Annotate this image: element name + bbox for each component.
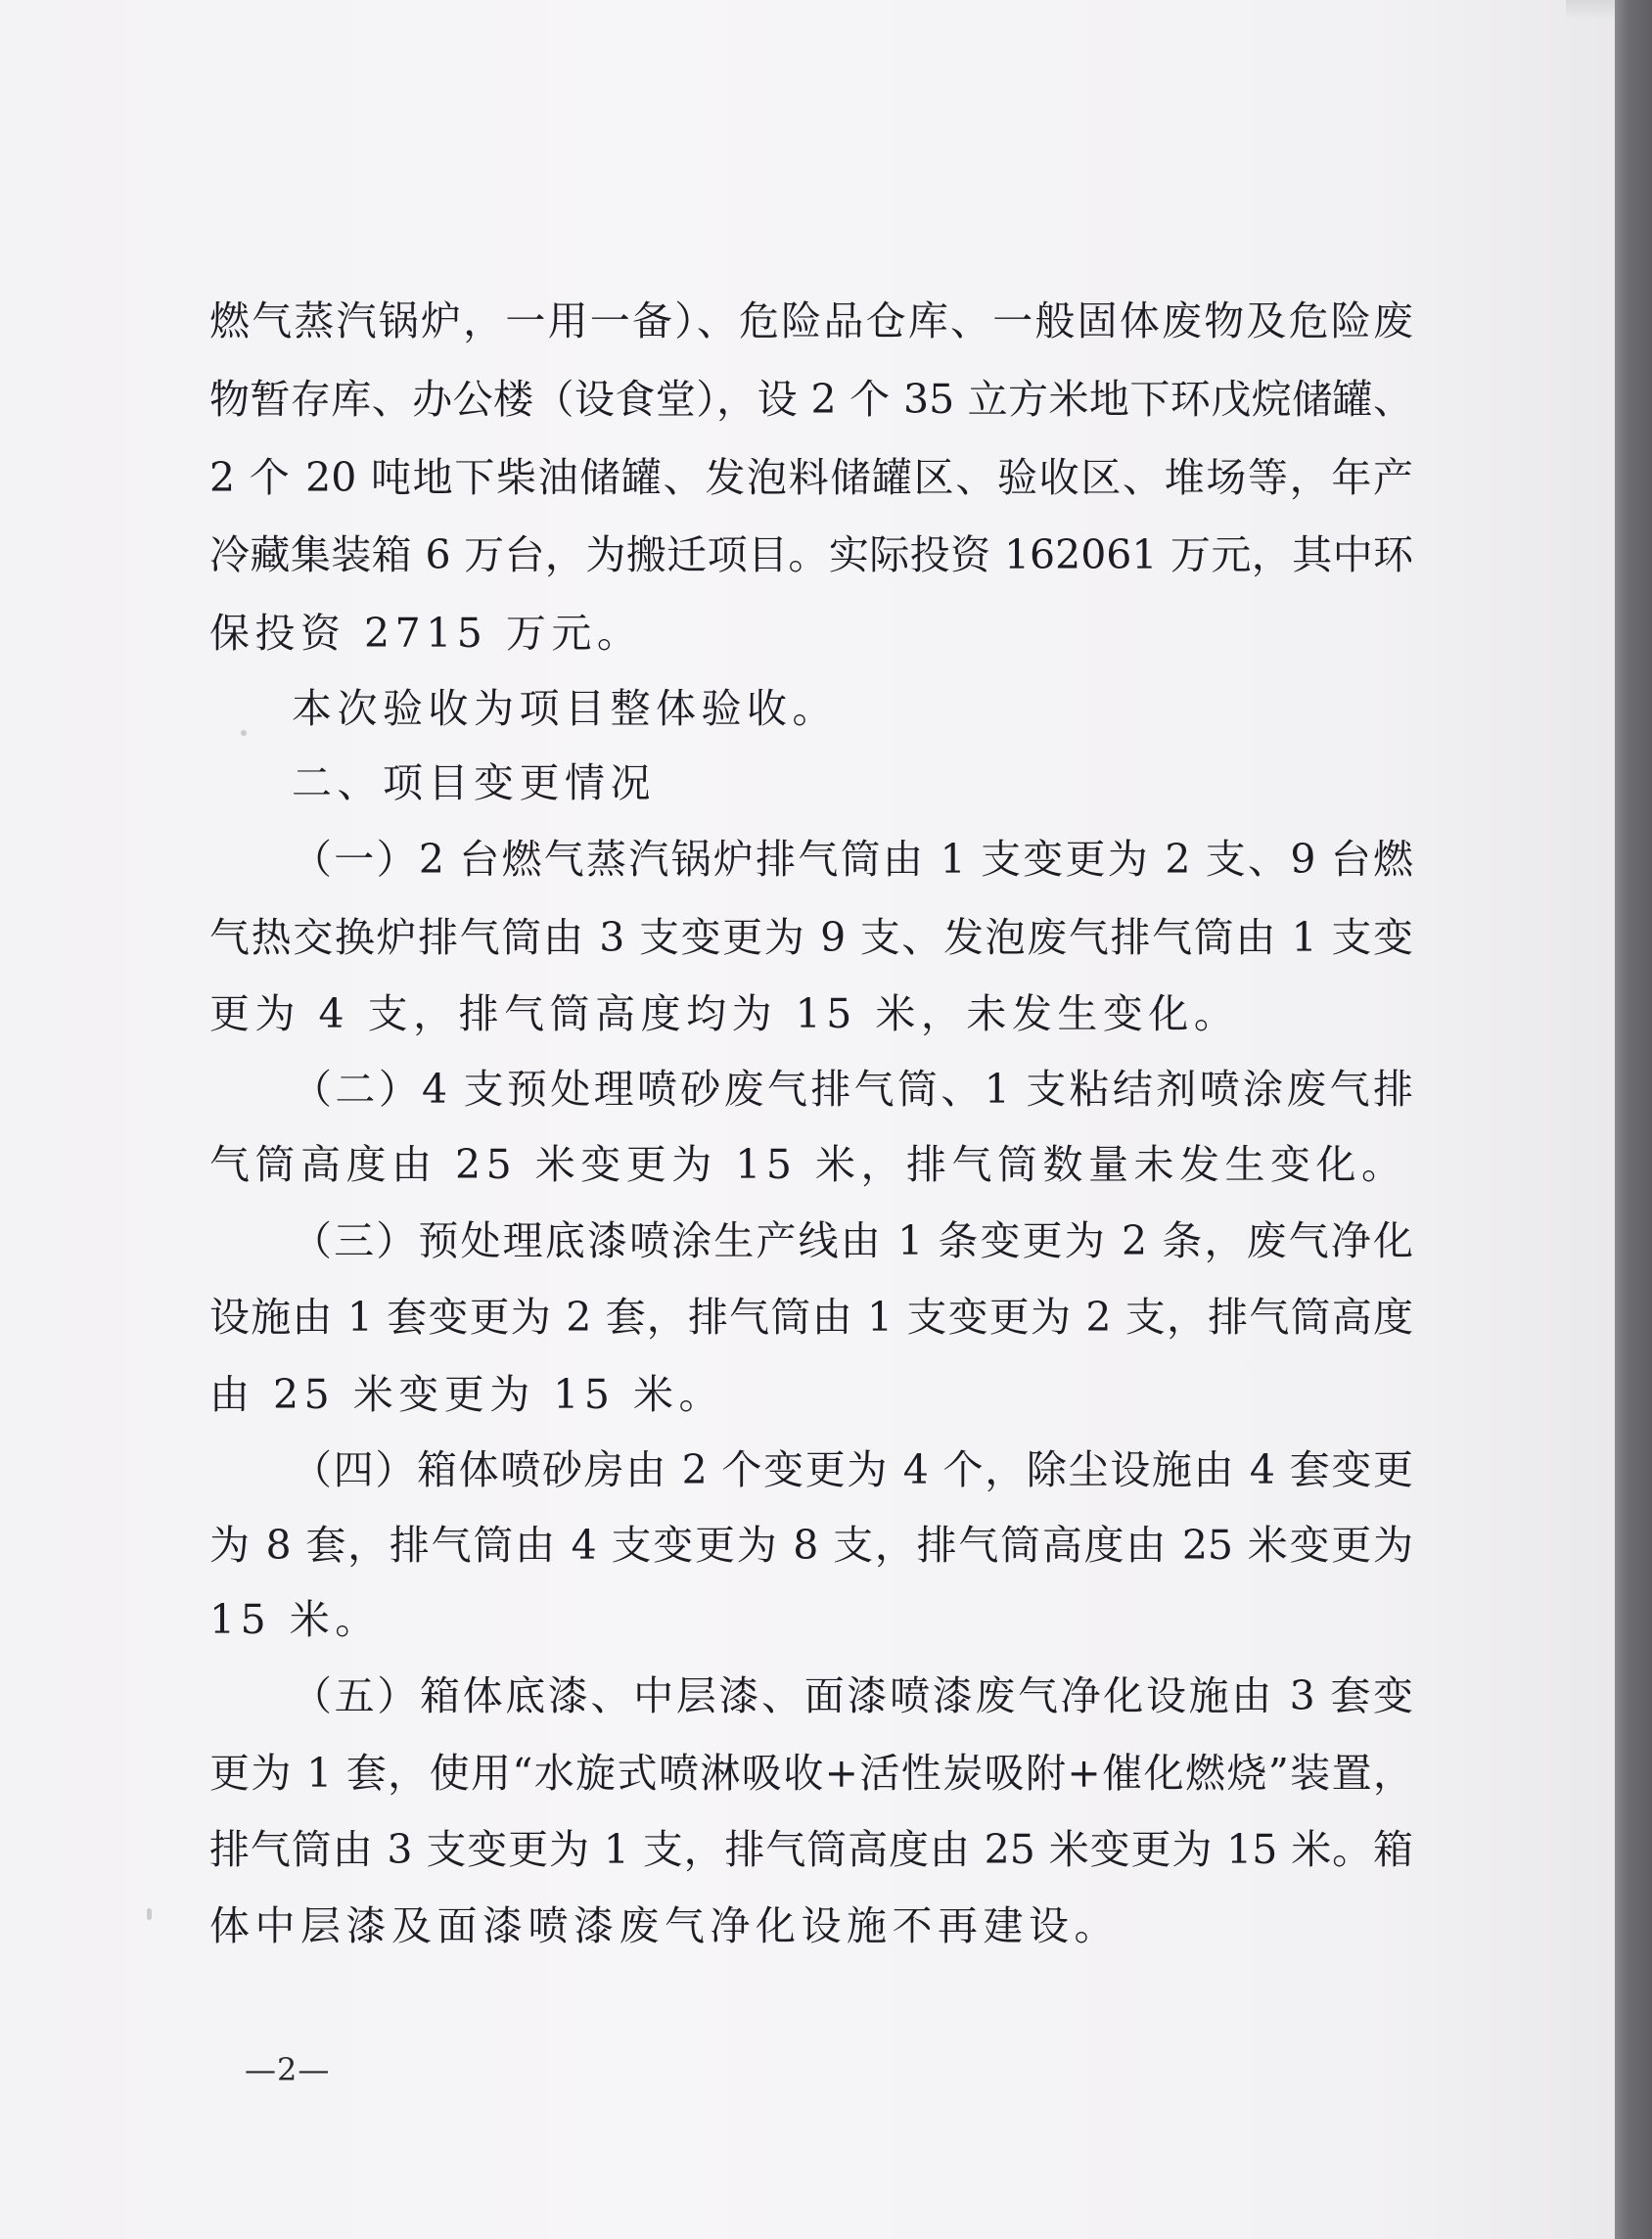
item-line: （一）2 台燃气蒸汽锅炉排气筒由 1 支变更为 2 支、9 台燃 [292, 836, 1413, 883]
body-line: 物暂存库、办公楼（设食堂），设 2 个 35 立方米地下环戊烷储罐、 [209, 376, 1413, 423]
item-line: （五）箱体底漆、中层漆、面漆喷漆废气净化设施由 3 套变 [292, 1672, 1413, 1719]
body-line: 冷藏集装箱 6 万台，为搬迁项目。实际投资 162061 万元，其中环 [209, 531, 1413, 578]
section-heading: 二、项目变更情况 [292, 759, 656, 806]
item-line: 由 25 米变更为 15 米。 [209, 1371, 724, 1418]
item-line: 排气筒由 3 支变更为 1 支，排气筒高度由 25 米变更为 15 米。箱 [209, 1826, 1413, 1873]
body-line: 燃气蒸汽锅炉，一用一备）、危险品仓库、一般固体废物及危险废 [209, 297, 1413, 344]
item-line: 设施由 1 套变更为 2 套，排气筒由 1 支变更为 2 支，排气筒高度 [209, 1294, 1413, 1341]
item-line: （三）预处理底漆喷涂生产线由 1 条变更为 2 条，废气净化 [292, 1217, 1413, 1264]
scanner-shadow-edge [1615, 0, 1652, 2239]
item-line: （四）箱体喷砂房由 2 个变更为 4 个，除尘设施由 4 套变更 [292, 1446, 1413, 1493]
page-number: —2— [245, 2051, 331, 2088]
item-line: 更为 4 支，排气筒高度均为 15 米，未发生变化。 [209, 990, 1240, 1037]
item-line: 更为 1 套，使用“水旋式喷淋吸收+活性炭吸附+催化燃烧”装置， [209, 1750, 1413, 1797]
item-line: 气筒高度由 25 米变更为 15 米，排气筒数量未发生变化。 [209, 1141, 1407, 1188]
body-line: 2 个 20 吨地下柴油储罐、发泡料储罐区、验收区、堆场等，年产 [209, 454, 1413, 501]
item-line: （二）4 支预处理喷砂废气排气筒、1 支粘结剂喷涂废气排 [292, 1066, 1413, 1113]
paragraph-line: 本次验收为项目整体验收。 [292, 685, 838, 732]
item-line: 气热交换炉排气筒由 3 支变更为 9 支、发泡废气排气筒由 1 支变 [209, 914, 1413, 961]
item-line: 为 8 套，排气筒由 4 支变更为 8 支，排气筒高度由 25 米变更为 [209, 1522, 1413, 1569]
body-line: 保投资 2715 万元。 [209, 610, 643, 657]
item-line: 体中层漆及面漆喷漆废气净化设施不再建设。 [209, 1902, 1120, 1949]
item-line: 15 米。 [209, 1596, 381, 1643]
